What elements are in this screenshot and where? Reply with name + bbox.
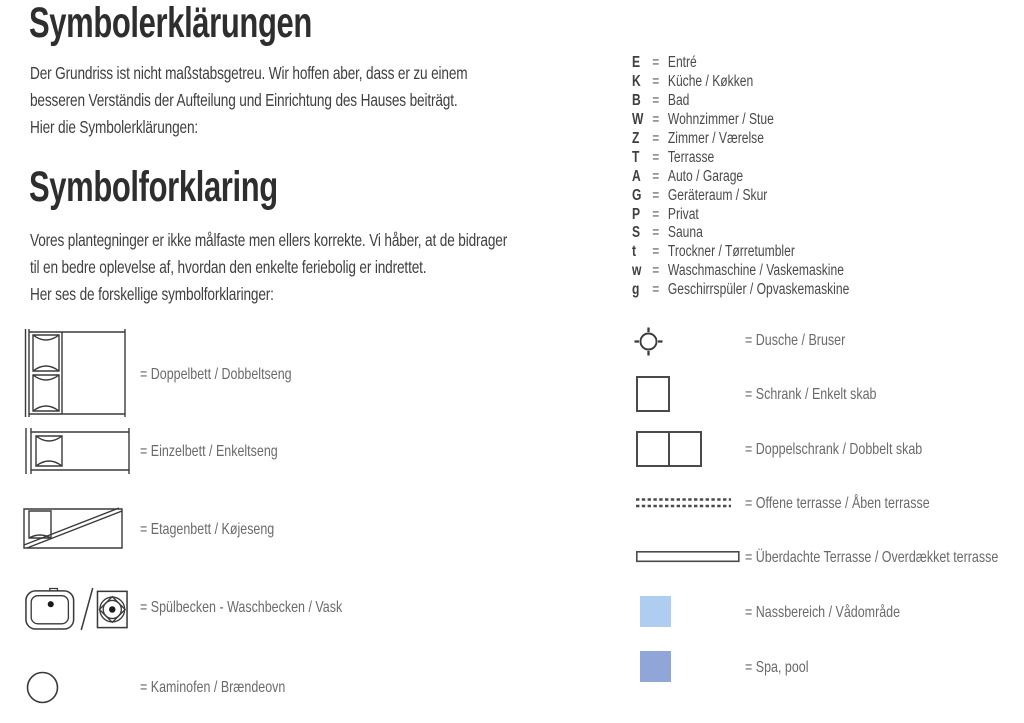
intro-danish	[30, 227, 507, 308]
shower-label: = Dusche / Bruser	[745, 332, 846, 349]
wood-stove-label: = Kaminofen / Brændeovn	[140, 679, 286, 696]
code-key: S	[632, 224, 641, 242]
double-bed-icon	[24, 329, 130, 417]
code-label: Entré	[667, 54, 697, 72]
code-label: Zimmer / Værelse	[667, 130, 764, 147]
equals-sign: =	[652, 148, 660, 166]
code-label: Geräteraum / Skur	[667, 186, 768, 204]
code-row	[632, 167, 849, 186]
code-label: Geschirrspüler / Opvaskemaskine	[667, 281, 850, 299]
code-key: A	[632, 167, 641, 185]
double-bed-label: = Doppelbett / Dobbeltseng	[140, 366, 292, 383]
code-row	[632, 205, 849, 224]
spa-pool-label: = Spa, pool	[745, 659, 809, 676]
double-cabinet-icon	[636, 431, 702, 467]
code-key: B	[632, 92, 641, 110]
code-label: Bad	[667, 92, 690, 110]
code-row	[632, 111, 849, 130]
code-key: E	[632, 54, 641, 72]
bunk-bed-label: = Etagenbett / Køjeseng	[140, 521, 275, 538]
wet-area-label: = Nassbereich / Vådområde	[745, 604, 901, 621]
equals-sign: =	[652, 281, 660, 299]
code-row	[632, 92, 849, 111]
intro-german	[30, 60, 467, 141]
equals-sign: =	[652, 186, 660, 204]
equals-sign: =	[652, 92, 660, 110]
code-row	[632, 243, 849, 262]
code-label: Waschmaschine / Vaskemaskine	[667, 262, 844, 280]
code-key: t	[632, 243, 637, 261]
equals-sign: =	[652, 111, 660, 129]
single-cabinet-label: = Schrank / Enkelt skab	[745, 386, 877, 403]
covered-terrace-label: = Überdachte Terrasse / Overdækket terrasse	[745, 549, 999, 566]
letter-code-list	[632, 54, 849, 300]
open-terrace-icon	[636, 497, 731, 509]
sink-washbasin-icon	[25, 586, 128, 632]
wet-area-swatch	[640, 596, 671, 627]
spa-pool-swatch	[640, 651, 671, 682]
page-title-danish: Symbolforklaring	[29, 163, 278, 211]
equals-sign: =	[652, 262, 660, 280]
code-row	[632, 224, 849, 243]
equals-sign: =	[652, 205, 660, 223]
covered-terrace-icon	[636, 551, 740, 563]
code-key: W	[632, 111, 644, 129]
code-label: Trockner / Tørretumbler	[667, 243, 795, 261]
sink-washbasin-label: = Spülbecken - Waschbecken / Vask	[140, 599, 343, 616]
intro-danish-line: Vores plantegninger er ikke målfaste men ellers korrekte. Vi håber, at de bidrager	[30, 230, 508, 250]
code-row	[632, 262, 849, 281]
code-row	[632, 130, 849, 149]
code-key: P	[632, 205, 641, 223]
code-label: Wohnzimmer / Stue	[667, 111, 774, 129]
code-key: g	[632, 281, 640, 299]
equals-sign: =	[652, 243, 660, 261]
code-key: G	[632, 186, 642, 204]
code-label: Terrasse	[667, 148, 715, 166]
code-row	[632, 54, 849, 73]
intro-german-line: besseren Verständis der Aufteilung und Einrichtung des Hauses beiträgt.	[30, 90, 458, 110]
code-label: Auto / Garage	[667, 167, 744, 185]
code-row	[632, 148, 849, 167]
code-label: Privat	[667, 205, 699, 223]
intro-german-line: Hier die Symbolerklärungen:	[30, 117, 199, 137]
shower-icon	[633, 326, 664, 357]
equals-sign: =	[652, 224, 660, 242]
single-bed-icon	[24, 427, 136, 475]
bunk-bed-icon	[22, 505, 128, 551]
intro-german-line: Der Grundriss ist nicht maßstabsgetreu. Wir hoffen aber, dass er zu einem	[30, 63, 468, 83]
code-label: Küche / Køkken	[667, 73, 754, 91]
code-key: Z	[632, 130, 640, 147]
equals-sign: =	[652, 73, 660, 91]
open-terrace-label: = Offene terrasse / Åben terrasse	[745, 495, 930, 512]
code-row	[632, 186, 849, 205]
equals-sign: =	[652, 167, 660, 185]
intro-danish-line: til en bedre oplevelse af, hvordan den enkelte feriebolig er indrettet.	[30, 257, 427, 277]
code-key: w	[632, 262, 642, 280]
page-title-german: Symbolerklärungen	[29, 0, 312, 47]
code-row	[632, 281, 849, 300]
intro-danish-line: Her ses de forskellige symbolforklaringer:	[30, 284, 274, 304]
single-bed-label: = Einzelbett / Enkeltseng	[140, 443, 278, 460]
single-cabinet-icon	[636, 376, 670, 412]
equals-sign: =	[652, 130, 660, 147]
equals-sign: =	[652, 54, 660, 72]
code-row	[632, 73, 849, 92]
code-key: T	[632, 148, 640, 166]
code-key: K	[632, 73, 641, 91]
wood-stove-icon	[26, 671, 59, 704]
double-cabinet-label: = Doppelschrank / Dobbelt skab	[745, 441, 923, 458]
code-label: Sauna	[667, 224, 703, 242]
